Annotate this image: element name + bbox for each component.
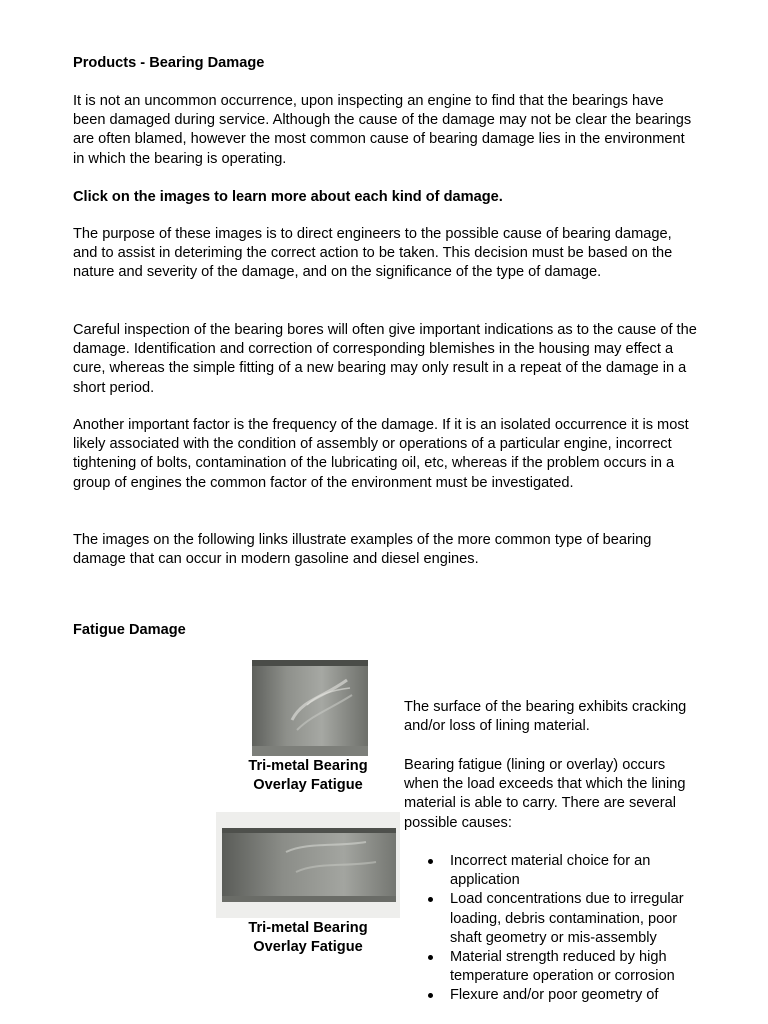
click-instruction: Click on the images to learn more about each kind of damage. <box>73 189 503 205</box>
section-heading: Fatigue Damage <box>73 622 186 638</box>
figure-caption-2 <box>228 919 388 957</box>
page-title: Products - Bearing Damage <box>73 55 265 71</box>
caption-2-line-1: Tri-metal Bearing <box>248 920 368 936</box>
figure-caption-1 <box>228 757 388 795</box>
bearing-photo-1 <box>252 660 368 756</box>
bearing-photo-2 <box>216 812 400 918</box>
list-item: Flexure and/or poor geometry of <box>404 986 704 1005</box>
list-item: Load concentrations due to irregular loading, debris contamination, poor shaft geometry or mis-assembly <box>404 890 704 948</box>
frequency-paragraph: Another important factor is the frequency of the damage. If it is an isolated occurrence it is most likely associated with the condition of assembly or operations of a particular engine, incorrect tightening of bolts, contamination of the lubricating oil, etc, whereas if the problem occurs in a group of engines the common factor of the environment must be investigated. <box>73 417 689 491</box>
surface-description: The surface of the bearing exhibits cracking and/or loss of lining material. <box>404 699 687 735</box>
intro-paragraph: It is not an uncommon occurrence, upon inspecting an engine to find that the bearings have been damaged during service. Although the cause of the damage may not be clear the bearings are often blamed, however the most common cause of bearing damage lies in the environment in which the bearing is operating. <box>73 93 692 167</box>
purpose-paragraph: The purpose of these images is to direct engineers to the possible cause of bearing damage, and to assist in deteriming the correct action to be taken. This decision must be based on the nature and severity of the damage, and on the significance of the type of damage. <box>73 226 673 281</box>
list-item: Material strength reduced by high temperature operation or corrosion <box>404 948 704 986</box>
list-item: Incorrect material choice for an application <box>404 852 704 890</box>
fatigue-description: Bearing fatigue (lining or overlay) occurs when the load exceeds that which the lining material is able to carry. There are several possible causes: <box>404 757 686 831</box>
caption-2-line-2: Overlay Fatigue <box>253 939 363 956</box>
caption-1-line-2: Overlay Fatigue <box>253 777 363 794</box>
bearing-image-2[interactable] <box>216 812 400 918</box>
inspection-paragraph: Careful inspection of the bearing bores will often give important indications as to the cause of the damage. Identification and correction of corresponding blemishes in the housing may effect a cure, whereas the simple fitting of a new bearing may only result in a repeat of the damage in a short period. <box>73 322 697 396</box>
links-paragraph: The images on the following links illustrate examples of the more common type of bearing damage that can occur in modern gasoline and diesel engines. <box>73 532 652 568</box>
caption-1-line-1: Tri-metal Bearing <box>248 758 368 774</box>
causes-list <box>404 852 704 1006</box>
causes-list-container <box>404 852 704 1006</box>
bearing-image-1[interactable] <box>252 660 368 756</box>
